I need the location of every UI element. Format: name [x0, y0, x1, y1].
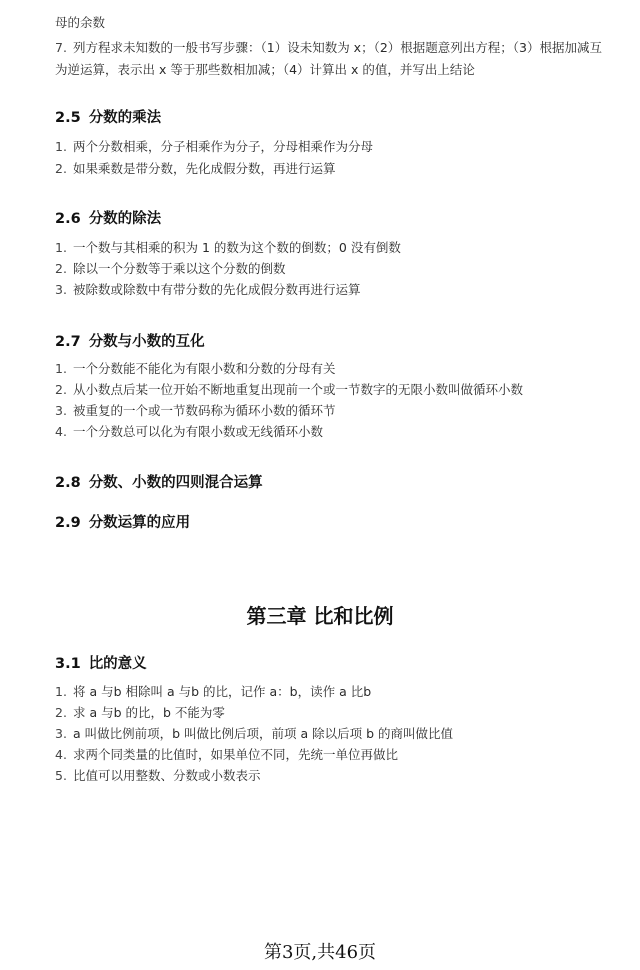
section-title: 分数的除法	[88, 211, 162, 227]
list-number: 2.	[55, 705, 67, 720]
list-text: a 叫做比例前项，b 叫做比例后项，前项 a 除以后项 b 的商叫做比值	[73, 726, 454, 741]
list-item	[55, 704, 610, 722]
section-title: 分数与小数的互化	[88, 334, 205, 350]
list-item	[55, 260, 610, 278]
list-number: 3.	[55, 403, 67, 418]
list-number: 1.	[55, 684, 67, 699]
list-text: 比值可以用整数、分数或小数表示	[73, 768, 261, 783]
list-text: 两个分数相乘，分子相乘作为分子，分母相乘作为分母	[73, 139, 374, 154]
section-heading-3-1	[55, 652, 147, 673]
list-number: 1.	[55, 240, 67, 255]
chapter-title: 第三章 比和比例	[246, 604, 394, 628]
list-number: 1.	[55, 361, 67, 376]
list-text: 从小数点后某一位开始不断地重复出现前一个或一节数字的无限小数叫做循环小数	[73, 382, 524, 397]
section-heading-2-5	[55, 106, 161, 127]
list-item	[55, 683, 610, 701]
list-number: 4.	[55, 747, 67, 762]
list-item	[55, 423, 610, 441]
section-number: 2.6	[55, 211, 81, 227]
list-text: 一个分数能不能化为有限小数和分数的分母有关	[73, 361, 336, 376]
section-heading-2-9	[55, 511, 190, 532]
list-number: 2.	[55, 382, 67, 397]
section-number: 3.1	[55, 656, 81, 672]
list-number: 4.	[55, 424, 67, 439]
page-number-footer: 第3页,共46页	[263, 942, 377, 963]
list-item	[55, 138, 610, 156]
list-number: 5.	[55, 768, 67, 783]
list-text: 被除数或除数中有带分数的先化成假分数再进行运算	[73, 282, 361, 297]
section-heading-2-6	[55, 207, 161, 228]
list-item	[55, 239, 610, 257]
section-number: 2.8	[55, 475, 81, 491]
list-text: 求 a 与b 的比，b 不能为零	[73, 705, 225, 720]
section-title: 分数运算的应用	[88, 515, 191, 531]
list-item	[55, 381, 610, 399]
list-item	[55, 767, 610, 785]
list-number: 1.	[55, 139, 67, 154]
section-number: 2.7	[55, 334, 81, 350]
list-number: 7.	[55, 40, 67, 55]
list-item	[55, 360, 610, 378]
list-number: 2.	[55, 161, 67, 176]
list-text: 如果乘数是带分数，先化成假分数，再进行运算	[73, 161, 336, 176]
section-title: 比的意义	[88, 656, 147, 672]
section-title: 分数的乘法	[88, 110, 162, 126]
section-number: 2.5	[55, 110, 81, 126]
list-text: 除以一个分数等于乘以这个分数的倒数	[73, 261, 286, 276]
section-heading-2-8	[55, 471, 263, 492]
list-text: 将 a 与b 相除叫 a 与b 的比，记作 a：b，读作 a 比b	[73, 684, 372, 699]
list-item	[55, 746, 610, 764]
list-text: 一个数与其相乘的积为 1 的数为这个数的倒数；0 没有倒数	[73, 240, 401, 255]
list-text: 被重复的一个或一节数码称为循环小数的循环节	[73, 403, 336, 418]
section-number: 2.9	[55, 515, 81, 531]
text-line: 母的余数	[55, 15, 106, 30]
list-number: 3.	[55, 282, 67, 297]
list-item	[55, 725, 610, 743]
list-item	[55, 402, 610, 420]
list-item	[55, 160, 610, 178]
section-heading-2-7	[55, 330, 205, 351]
list-number: 3.	[55, 726, 67, 741]
list-text: 一个分数总可以化为有限小数或无线循环小数	[73, 424, 324, 439]
list-item	[55, 37, 610, 81]
list-item	[55, 281, 610, 299]
list-text: 求两个同类量的比值时，如果单位不同，先统一单位再做比	[73, 747, 399, 762]
list-text: 列方程求未知数的一般书写步骤：（1）设未知数为 x；（2）根据题意列出方程；（3）根据加减互为逆运算，表示出 x 等于那些数相加减；（4）计算出 x 的值，并写出上结论	[55, 40, 602, 77]
section-title: 分数、小数的四则混合运算	[88, 475, 263, 491]
list-number: 2.	[55, 261, 67, 276]
